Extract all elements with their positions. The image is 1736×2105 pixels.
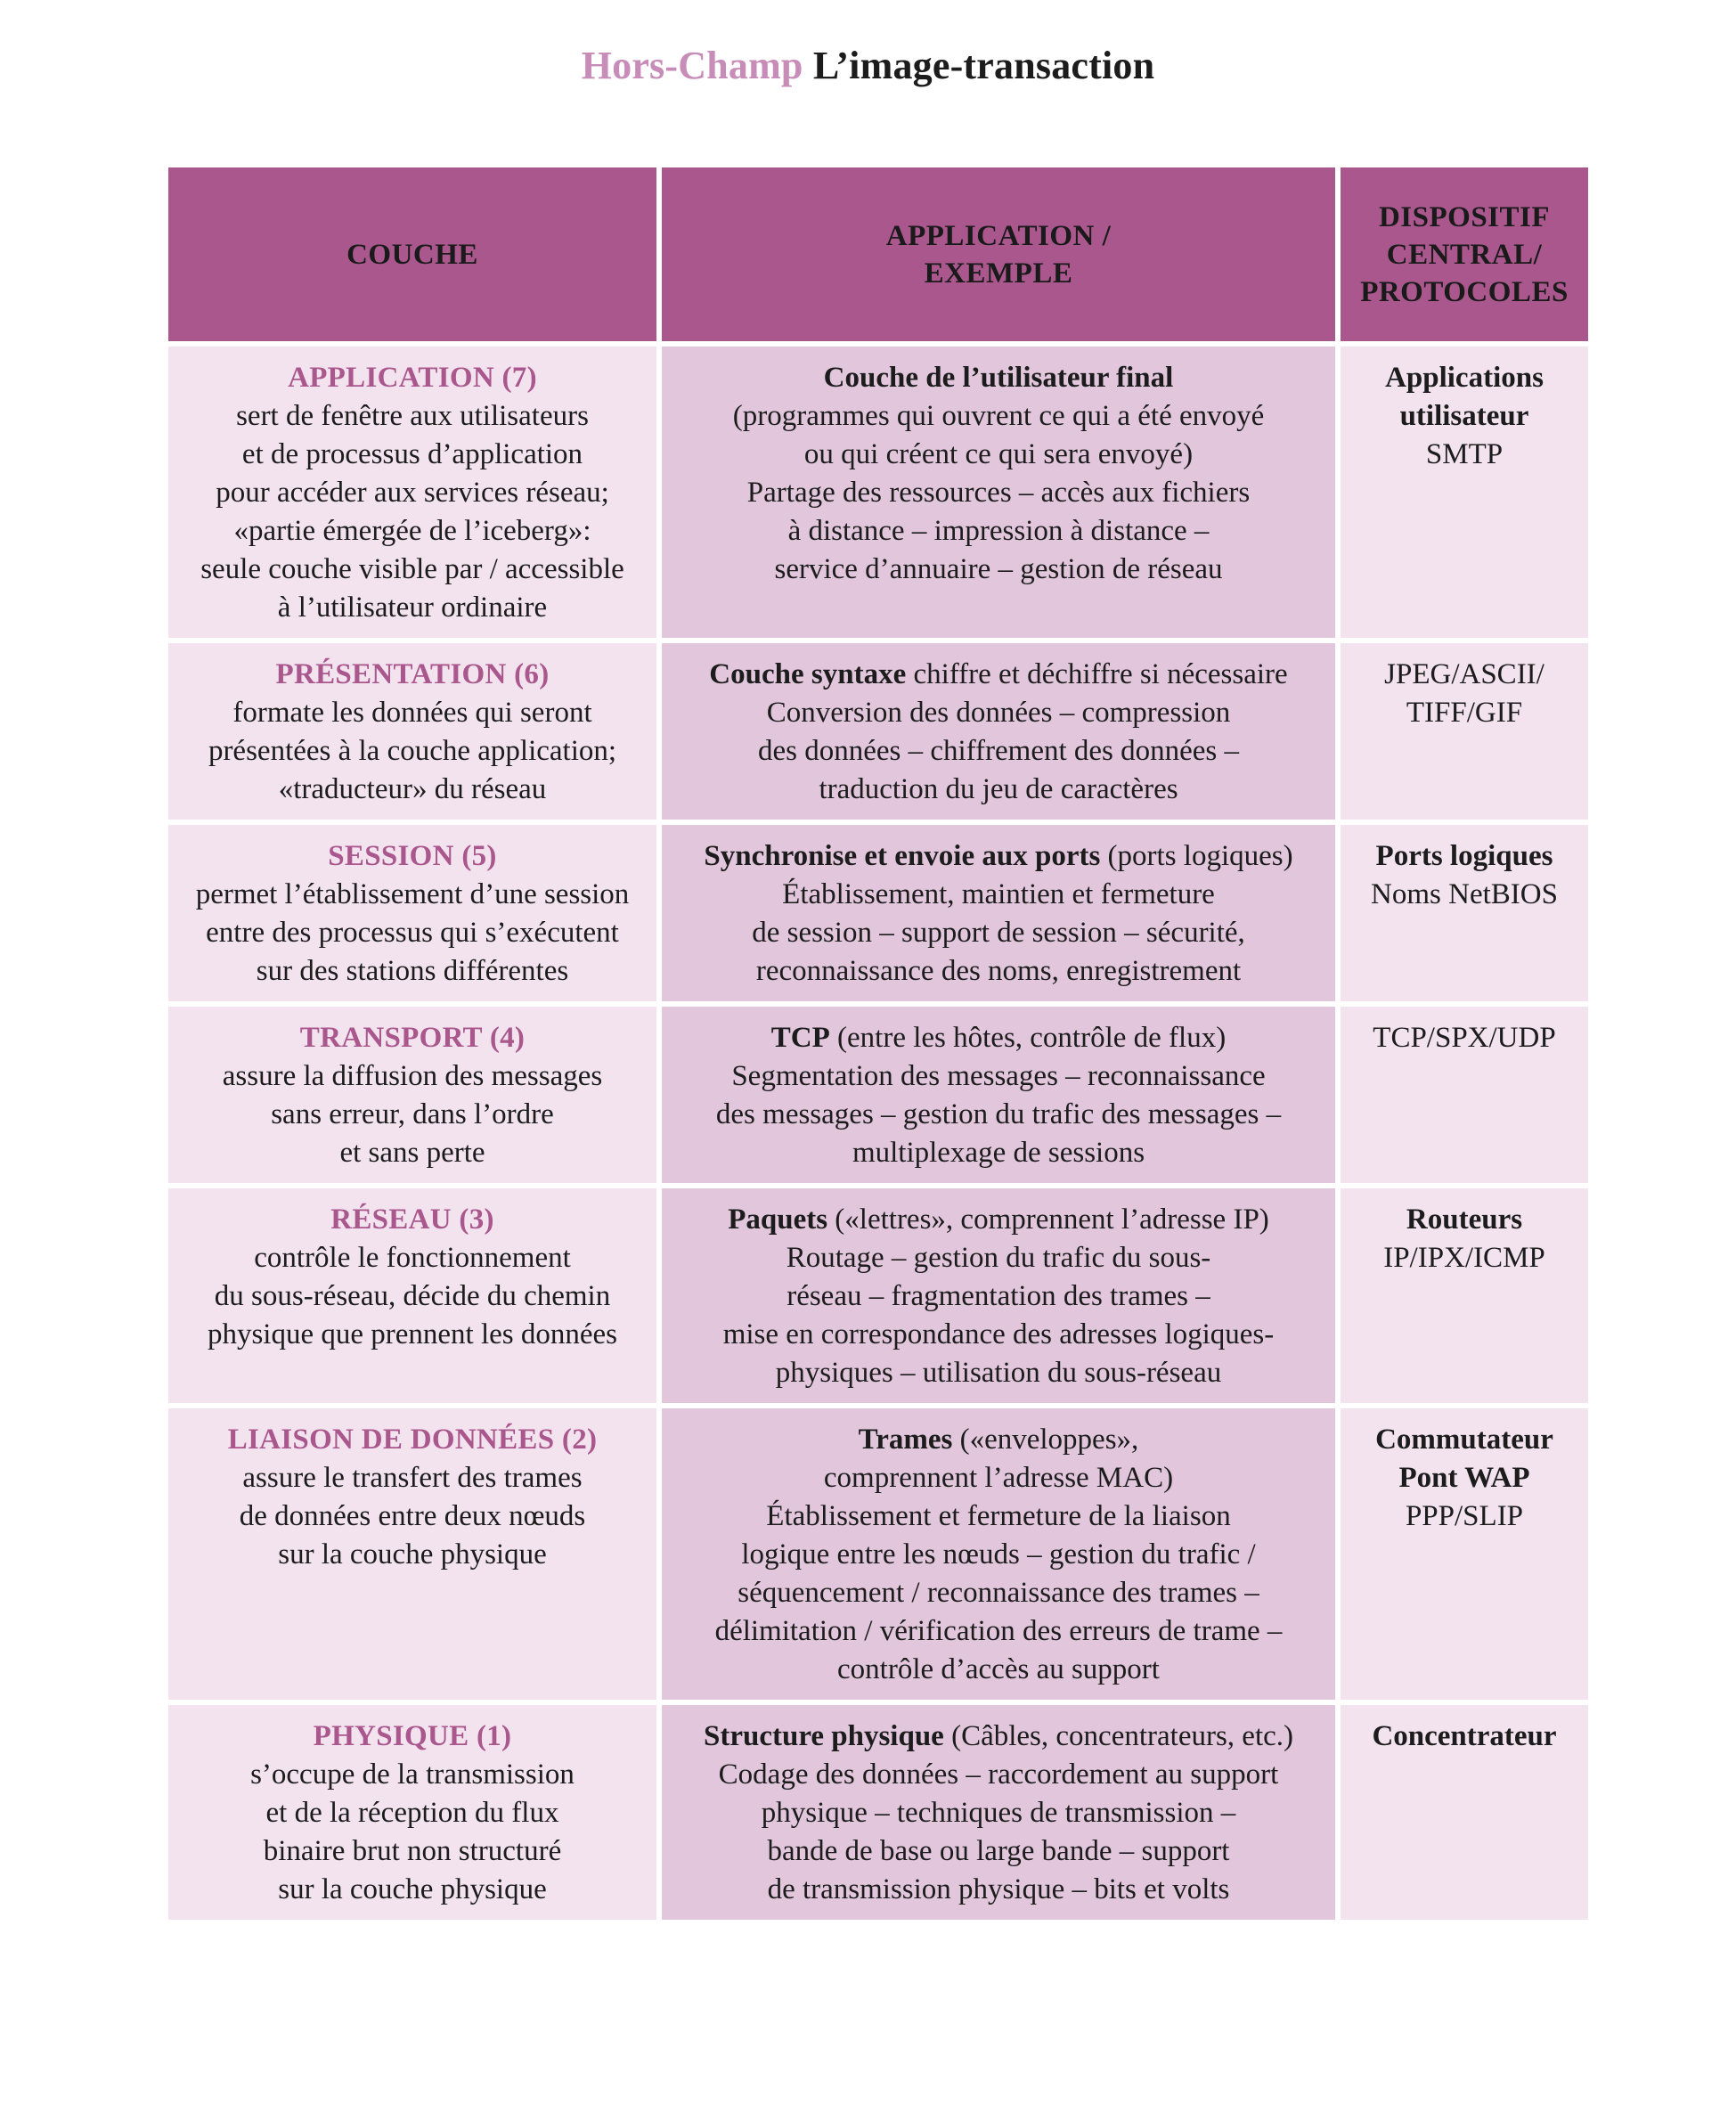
running-head-brand: Hors-Champ (581, 44, 803, 87)
application-line: Routage – gestion du trafic du sous- (786, 1242, 1211, 1274)
protocol-name: TCP/SPX/UDP (1373, 1022, 1556, 1054)
layer-description-line: sur des stations différentes (256, 955, 569, 987)
application-line: (programmes qui ouvrent ce qui a été envoyé (732, 400, 1265, 432)
protocol-device: Ports logiques (1375, 840, 1553, 872)
layer-cell (168, 643, 656, 820)
protocol-name: IP/IPX/ICMP (1383, 1242, 1545, 1274)
column-header-line: CENTRAL/ (1386, 238, 1543, 271)
application-line: mise en correspondance des adresses logiques- (722, 1318, 1275, 1350)
application-line: réseau – fragmentation des trames – (786, 1280, 1210, 1312)
application-bold-lead: TCP (770, 1022, 830, 1054)
application-line: des messages – gestion du trafic des messages – (715, 1098, 1282, 1130)
protocol-name: Noms NetBIOS (1371, 878, 1558, 910)
application-line: logique entre les nœuds – gestion du trafic / (741, 1538, 1256, 1571)
application-line: service d’annuaire – gestion de réseau (774, 553, 1223, 585)
protocol-device: Concentrateur (1372, 1720, 1557, 1752)
application-line: Établissement et fermeture de la liaison (766, 1500, 1231, 1532)
protocol-cell (1341, 1408, 1588, 1700)
layer-cell (168, 1188, 656, 1403)
layer-description-line: pour accéder aux services réseau; (216, 477, 609, 509)
application-cell (662, 643, 1335, 820)
application-lead-rest: (Câbles, concentrateurs, etc.) (943, 1720, 1293, 1752)
layer-description-line: sert de fenêtre aux utilisateurs (236, 400, 589, 432)
application-first-line (674, 1201, 1323, 1239)
layer-name: PHYSIQUE (1) (313, 1720, 512, 1752)
protocol-cell (1341, 347, 1588, 638)
application-line: ou qui créent ce qui sera envoyé) (803, 438, 1194, 470)
layer-description-line: de données entre deux nœuds (239, 1500, 586, 1532)
application-line: traduction du jeu de caractères (819, 773, 1178, 805)
layer-cell (168, 347, 656, 638)
application-lead-rest: («enveloppes», (952, 1424, 1139, 1456)
table-row (168, 825, 1588, 1001)
protocol-device: Pont WAP (1398, 1462, 1530, 1494)
application-line: délimitation / vérification des erreurs de trame – (714, 1615, 1283, 1647)
layer-cell (168, 1007, 656, 1183)
layer-description-line: sur la couche physique (278, 1538, 547, 1571)
application-cell (662, 825, 1335, 1001)
application-line: à distance – impression à distance – (787, 515, 1210, 547)
table-row (168, 347, 1588, 638)
layer-description-line: formate les données qui seront (232, 697, 592, 729)
application-line: comprennent l’adresse MAC) (823, 1462, 1174, 1494)
column-header-application (662, 167, 1335, 341)
protocol-device: Commutateur (1375, 1424, 1553, 1456)
table-header-row (168, 167, 1588, 341)
application-line: Établissement, maintien et fermeture (782, 878, 1215, 910)
layer-description-line: à l’utilisateur ordinaire (277, 592, 548, 624)
column-header-line: DISPOSITIF (1378, 200, 1551, 233)
application-cell (662, 1705, 1335, 1920)
application-first-line (674, 656, 1323, 694)
column-header-protocoles (1341, 167, 1588, 341)
application-line: de session – support de session – sécurité, (752, 917, 1245, 949)
layer-description-line: assure la diffusion des messages (222, 1060, 603, 1092)
application-bold-lead: Structure physique (703, 1720, 944, 1752)
layer-description-line: binaire brut non structuré (263, 1835, 562, 1867)
application-line: Conversion des données – compression (766, 697, 1231, 729)
application-lead-rest: (entre les hôtes, contrôle de flux) (829, 1022, 1227, 1054)
application-first-line (674, 359, 1323, 397)
application-first-line (674, 1421, 1323, 1459)
layer-description-line: contrôle le fonctionnement (254, 1242, 571, 1274)
application-bold-lead: Synchronise et envoie aux ports (704, 840, 1101, 872)
application-cell (662, 1408, 1335, 1700)
layer-cell (168, 1408, 656, 1700)
application-line: Segmentation des messages – reconnaissance (731, 1060, 1266, 1092)
application-line: multiplexage de sessions (852, 1137, 1145, 1169)
layer-description-line: du sous-réseau, décide du chemin (214, 1280, 611, 1312)
running-head-title: L’image-transaction (812, 44, 1155, 87)
table-row (168, 1188, 1588, 1403)
column-header-couche (168, 167, 656, 341)
layer-name: APPLICATION (7) (288, 362, 537, 394)
layer-name: RÉSEAU (3) (330, 1203, 494, 1236)
protocol-device: utilisateur (1399, 400, 1529, 432)
table-row (168, 1408, 1588, 1700)
layer-description-line: sur la couche physique (278, 1873, 547, 1905)
application-line: bande de base ou large bande – support (767, 1835, 1230, 1867)
layer-description-line: physique que prennent les données (207, 1318, 618, 1350)
layer-description-line: «traducteur» du réseau (278, 773, 547, 805)
protocol-device: Applications (1385, 362, 1544, 394)
protocol-cell (1341, 1188, 1588, 1403)
column-header-line: EXEMPLE (924, 257, 1073, 290)
protocol-name: SMTP (1425, 438, 1504, 470)
application-cell (662, 1007, 1335, 1183)
layer-description-line: et de la réception du flux (265, 1797, 559, 1829)
layer-description-line: permet l’établissement d’une session (195, 878, 630, 910)
application-first-line (674, 1019, 1323, 1057)
table-row (168, 1007, 1588, 1183)
table-row (168, 643, 1588, 820)
column-header-line: PROTOCOLES (1360, 275, 1569, 308)
application-bold-lead: Trames (858, 1424, 953, 1456)
protocol-cell (1341, 1705, 1588, 1920)
application-bold-lead: Couche syntaxe (709, 658, 907, 690)
layer-name: SESSION (5) (328, 840, 497, 872)
application-line: physique – techniques de transmission – (761, 1797, 1236, 1829)
application-cell (662, 1188, 1335, 1403)
protocol-cell (1341, 825, 1588, 1001)
layer-description-line: «partie émergée de l’iceberg»: (233, 515, 591, 547)
layer-description-line: assure le transfert des trames (242, 1462, 583, 1494)
column-header-line: APPLICATION / (885, 219, 1112, 252)
layer-description-line: et de processus d’application (241, 438, 583, 470)
application-cell (662, 347, 1335, 638)
application-line: séquencement / reconnaissance des trames – (738, 1577, 1259, 1609)
layer-description-line: seule couche visible par / accessible (200, 553, 624, 585)
application-line: Partage des ressources – accès aux fichiers (746, 477, 1251, 509)
application-line: physiques – utilisation du sous-réseau (775, 1357, 1222, 1389)
application-line: reconnaissance des noms, enregistrement (755, 955, 1242, 987)
layer-description-line: présentées à la couche application; (208, 735, 617, 767)
layer-description-line: entre des processus qui s’exécutent (206, 917, 619, 949)
table-row (168, 1705, 1588, 1920)
protocol-cell (1341, 1007, 1588, 1183)
application-first-line (674, 837, 1323, 876)
application-lead-rest: («lettres», comprennent l’adresse IP) (827, 1203, 1269, 1236)
application-bold-lead: Couche de l’utilisateur final (823, 362, 1174, 394)
layer-cell (168, 825, 656, 1001)
application-line: contrôle d’accès au support (837, 1653, 1160, 1685)
protocol-name: PPP/SLIP (1405, 1500, 1524, 1532)
layer-cell (168, 1705, 656, 1920)
protocol-device: Routeurs (1406, 1203, 1523, 1236)
protocol-cell (1341, 643, 1588, 820)
application-line: Codage des données – raccordement au support (718, 1758, 1279, 1791)
layer-description-line: et sans perte (339, 1137, 485, 1169)
application-lead-rest: (ports logiques) (1100, 840, 1293, 872)
application-line: des données – chiffrement des données – (757, 735, 1240, 767)
layer-description-line: s’occupe de la transmission (250, 1758, 575, 1791)
layer-name: PRÉSENTATION (6) (275, 658, 550, 690)
layer-name: LIAISON DE DONNÉES (2) (227, 1424, 598, 1456)
application-bold-lead: Paquets (728, 1203, 828, 1236)
layer-description-line: sans erreur, dans l’ordre (271, 1098, 554, 1130)
application-line: de transmission physique – bits et volts (767, 1873, 1230, 1905)
protocol-name: TIFF/GIF (1406, 697, 1523, 729)
layer-name: TRANSPORT (4) (299, 1022, 526, 1054)
protocol-name: JPEG/ASCII/ (1384, 658, 1544, 690)
osi-layers-table (163, 162, 1593, 1925)
page-header (0, 43, 1736, 88)
application-first-line (674, 1717, 1323, 1756)
application-lead-rest: chiffre et déchiffre si nécessaire (906, 658, 1288, 690)
column-header-line: COUCHE (346, 238, 478, 271)
